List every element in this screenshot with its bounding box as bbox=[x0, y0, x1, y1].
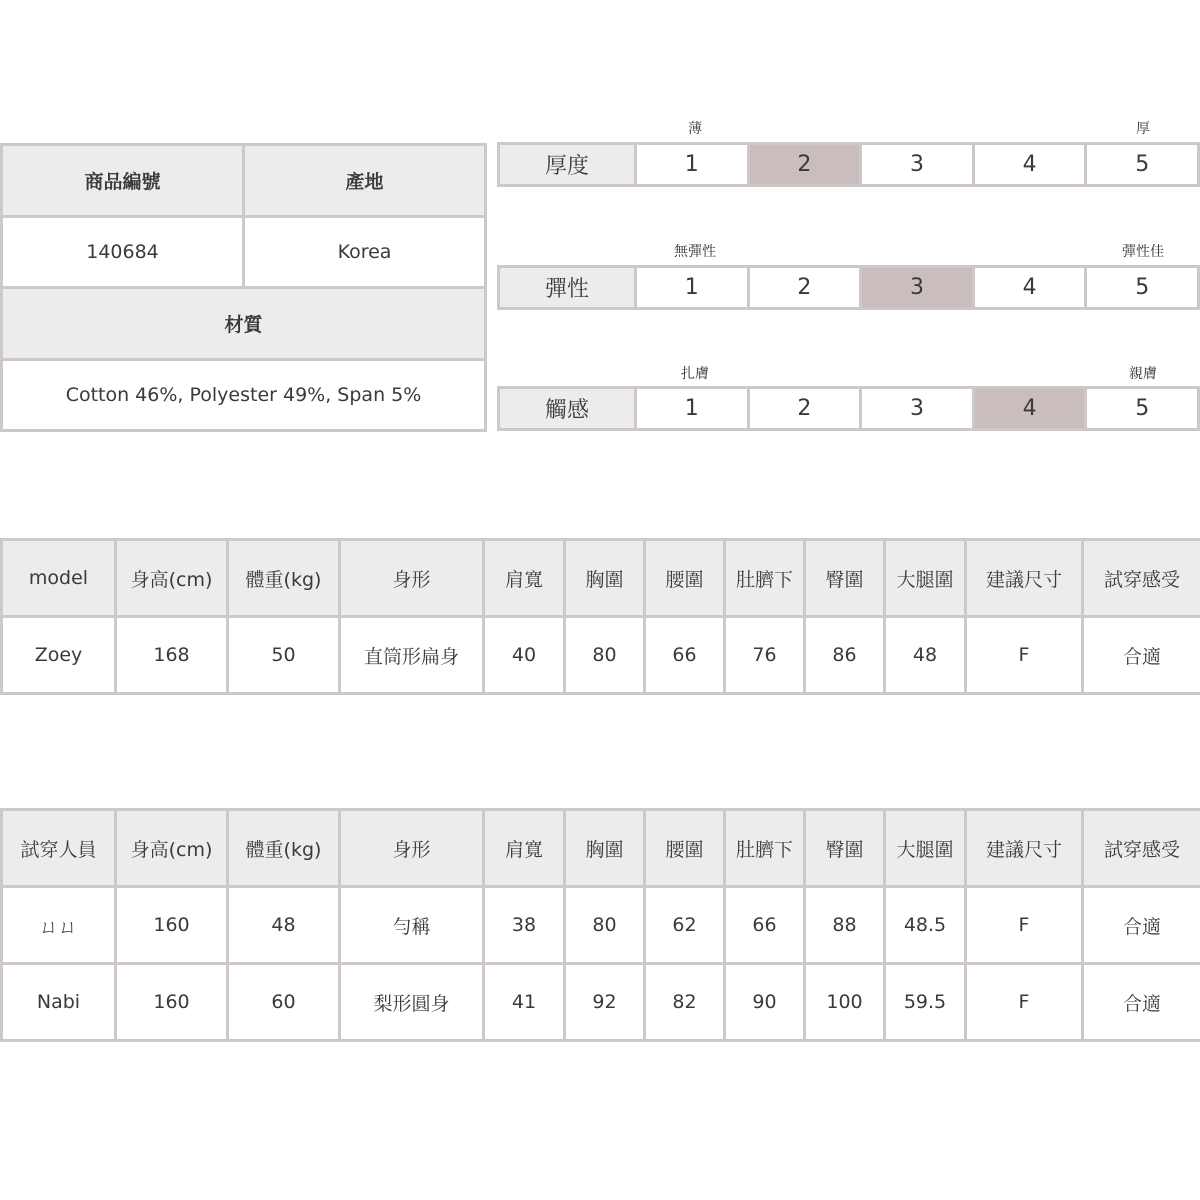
scale-option: 5 bbox=[1086, 144, 1199, 186]
table-cell: 90 bbox=[725, 964, 805, 1041]
header-cell: 試穿感受 bbox=[1083, 540, 1200, 617]
table-cell: 直筒形扁身 bbox=[340, 617, 484, 694]
table-cell: 41 bbox=[484, 964, 565, 1041]
table-header-row bbox=[2, 540, 1200, 617]
table-cell: 梨形圓身 bbox=[340, 964, 484, 1041]
scale-option: 5 bbox=[1086, 267, 1199, 309]
touch-high-label: 親膚 bbox=[1129, 366, 1157, 382]
table-cell: 合適 bbox=[1083, 887, 1200, 964]
product-code-value: 140684 bbox=[2, 216, 244, 288]
scale-option-selected: 2 bbox=[748, 144, 861, 186]
scale-option: 4 bbox=[973, 144, 1086, 186]
table-cell: 88 bbox=[805, 887, 885, 964]
thickness-scale bbox=[497, 142, 1200, 187]
header-cell: 胸圍 bbox=[565, 810, 645, 887]
table-row bbox=[2, 887, 1200, 964]
scale-option-selected: 4 bbox=[973, 388, 1086, 430]
scale-name: 觸感 bbox=[499, 388, 636, 430]
table-row bbox=[2, 964, 1200, 1041]
table-cell: 76 bbox=[725, 617, 805, 694]
table-cell: F bbox=[966, 887, 1083, 964]
scale-option: 3 bbox=[861, 144, 974, 186]
header-cell: 體重(kg) bbox=[228, 810, 340, 887]
header-cell: 臀圍 bbox=[805, 540, 885, 617]
table-cell: 160 bbox=[116, 964, 228, 1041]
header-cell: 身高(cm) bbox=[116, 810, 228, 887]
header-cell: 體重(kg) bbox=[228, 540, 340, 617]
table-cell: 59.5 bbox=[885, 964, 966, 1041]
scale-name: 厚度 bbox=[499, 144, 636, 186]
table-cell: F bbox=[966, 964, 1083, 1041]
table-cell: 合適 bbox=[1083, 617, 1200, 694]
product-code-header: 商品編號 bbox=[2, 145, 244, 217]
origin-value: Korea bbox=[244, 216, 486, 288]
scale-option: 1 bbox=[636, 388, 749, 430]
header-cell: 肚臍下 bbox=[725, 540, 805, 617]
model-measurement-table bbox=[0, 538, 1200, 695]
header-cell: 試穿感受 bbox=[1083, 810, 1200, 887]
table-row bbox=[2, 617, 1200, 694]
table-cell: Zoey bbox=[2, 617, 116, 694]
table-cell: 48 bbox=[228, 887, 340, 964]
table-cell: 92 bbox=[565, 964, 645, 1041]
material-value: Cotton 46%, Polyester 49%, Span 5% bbox=[2, 359, 486, 431]
table-cell: 38 bbox=[484, 887, 565, 964]
table-cell: Nabi bbox=[2, 964, 116, 1041]
header-cell: 胸圍 bbox=[565, 540, 645, 617]
header-cell: 肚臍下 bbox=[725, 810, 805, 887]
header-cell: 腰圍 bbox=[645, 540, 725, 617]
header-cell: 肩寬 bbox=[484, 540, 565, 617]
table-cell: 168 bbox=[116, 617, 228, 694]
scale-option: 4 bbox=[973, 267, 1086, 309]
product-info-table bbox=[0, 143, 487, 432]
table-cell: 100 bbox=[805, 964, 885, 1041]
header-cell: 建議尺寸 bbox=[966, 540, 1083, 617]
material-header: 材質 bbox=[2, 288, 486, 360]
table-cell: ㄩㄩ bbox=[2, 887, 116, 964]
table-header-row bbox=[2, 810, 1200, 887]
header-cell: 身形 bbox=[340, 540, 484, 617]
table-cell: 66 bbox=[725, 887, 805, 964]
header-cell: 試穿人員 bbox=[2, 810, 116, 887]
table-cell: 80 bbox=[565, 887, 645, 964]
scale-option: 1 bbox=[636, 267, 749, 309]
table-cell: 82 bbox=[645, 964, 725, 1041]
table-cell: 50 bbox=[228, 617, 340, 694]
header-cell: 腰圍 bbox=[645, 810, 725, 887]
elasticity-high-label: 彈性佳 bbox=[1122, 244, 1164, 260]
scale-option: 2 bbox=[748, 267, 861, 309]
header-cell: model bbox=[2, 540, 116, 617]
table-cell: 66 bbox=[645, 617, 725, 694]
table-cell: 48 bbox=[885, 617, 966, 694]
touch-low-label: 扎膚 bbox=[681, 366, 709, 382]
thickness-high-label: 厚 bbox=[1136, 121, 1150, 137]
table-cell: 86 bbox=[805, 617, 885, 694]
header-cell: 身高(cm) bbox=[116, 540, 228, 617]
origin-header: 產地 bbox=[244, 145, 486, 217]
elasticity-low-label: 無彈性 bbox=[674, 244, 716, 260]
scale-option: 3 bbox=[861, 388, 974, 430]
table-cell: 80 bbox=[565, 617, 645, 694]
thickness-low-label: 薄 bbox=[688, 121, 702, 137]
scale-option: 1 bbox=[636, 144, 749, 186]
elasticity-scale bbox=[497, 265, 1200, 310]
scale-option: 2 bbox=[748, 388, 861, 430]
table-cell: 勻稱 bbox=[340, 887, 484, 964]
table-cell: 62 bbox=[645, 887, 725, 964]
scale-option-selected: 3 bbox=[861, 267, 974, 309]
header-cell: 建議尺寸 bbox=[966, 810, 1083, 887]
header-cell: 身形 bbox=[340, 810, 484, 887]
tester-measurement-table bbox=[0, 808, 1200, 1042]
header-cell: 臀圍 bbox=[805, 810, 885, 887]
header-cell: 大腿圍 bbox=[885, 540, 966, 617]
header-cell: 大腿圍 bbox=[885, 810, 966, 887]
table-cell: 60 bbox=[228, 964, 340, 1041]
scale-option: 5 bbox=[1086, 388, 1199, 430]
table-cell: 合適 bbox=[1083, 964, 1200, 1041]
table-cell: 48.5 bbox=[885, 887, 966, 964]
table-cell: 40 bbox=[484, 617, 565, 694]
header-cell: 肩寬 bbox=[484, 810, 565, 887]
scale-name: 彈性 bbox=[499, 267, 636, 309]
table-cell: 160 bbox=[116, 887, 228, 964]
touch-scale bbox=[497, 386, 1200, 431]
table-cell: F bbox=[966, 617, 1083, 694]
